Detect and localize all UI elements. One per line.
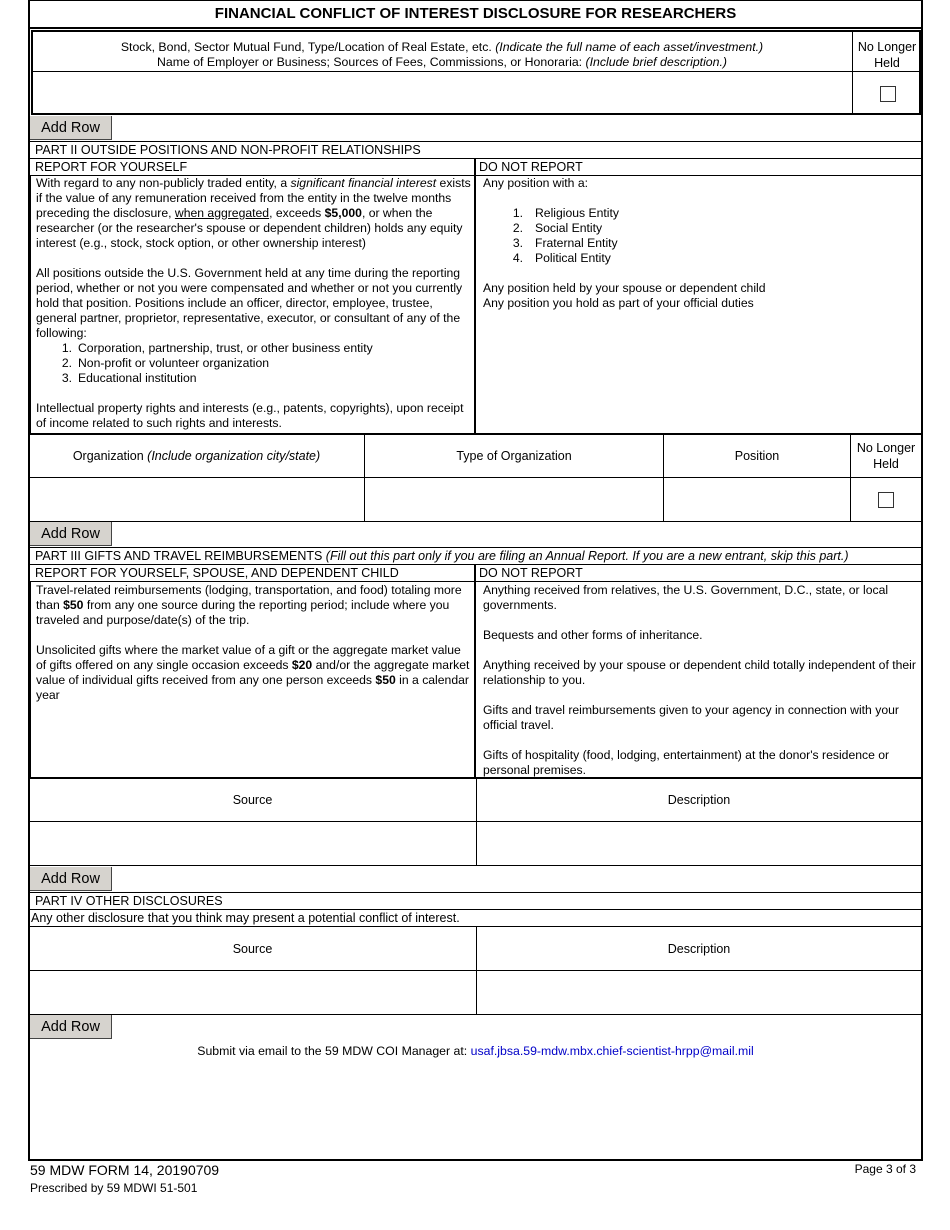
part3-description-field[interactable]: [478, 823, 921, 864]
submit-instructions: [28, 1043, 923, 1059]
part2-report-list: [36, 341, 473, 386]
divider: [474, 158, 476, 434]
part4-title: PART IV OTHER DISCLOSURES: [35, 894, 223, 908]
divider: [31, 71, 921, 72]
submit-email-link[interactable]: usaf.jbsa.59-mdw.mbx.chief-scientist-hrpp@mail.mil: [470, 1044, 754, 1058]
text: , exceeds: [269, 206, 325, 220]
text: from any one source during the reporting period; include where you traveled and purpose/date(s) of the trip.: [36, 598, 450, 627]
divider: [28, 1014, 923, 1015]
part3-title: [35, 548, 849, 564]
nlh-label-1: No Longer: [857, 40, 917, 54]
text: in a calendar year: [36, 673, 469, 702]
part1-header: [33, 40, 851, 70]
text: PART III GIFTS AND TRAVEL REIMBURSEMENTS: [35, 549, 326, 563]
part2-report-p3: Intellectual property rights and interests (e.g., patents, copyrights), upon receipt of income related to such rights and interests.: [36, 401, 464, 430]
part3-donot-p1: Anything received from relatives, the U.S. Government, D.C., state, or local governments.: [483, 583, 889, 612]
part3-donot-p5: Gifts of hospitality (food, lodging, entertainment) at the donor's residence or personal premises.: [483, 748, 890, 777]
page-number: Page 3 of 3: [854, 1162, 916, 1176]
part4-source-field[interactable]: [30, 972, 475, 1013]
part1-header-line1: Stock, Bond, Sector Mutual Fund, Type/Location of Real Estate, etc.: [120, 40, 492, 54]
list-item: [511, 236, 919, 251]
text: and/or the aggregate market value of individual gifts received from any one person exceeds: [36, 658, 470, 687]
list-text: Educational institution: [78, 371, 197, 385]
text: $5,000: [324, 206, 362, 220]
part1-entry-field[interactable]: [33, 73, 851, 113]
part3-donot-p3: Anything received by your spouse or dependent child totally independent of their relationship to you.: [483, 658, 916, 687]
part2-donot-p2: Any position held by your spouse or dependent child: [483, 281, 766, 295]
divider: [28, 477, 923, 478]
part1-header-line1-note: (Indicate the full name of each asset/investment.): [495, 40, 764, 54]
col-no-longer-held: [851, 435, 921, 477]
list-item: [511, 251, 919, 266]
part2-report-header: REPORT FOR YOURSELF: [35, 160, 188, 174]
divider: [28, 970, 923, 971]
list-number: 2.: [61, 356, 72, 370]
part3-add-row-button[interactable]: Add Row: [30, 867, 112, 891]
list-text: Corporation, partnership, trust, or other business entity: [78, 341, 373, 355]
part3-donot-p2: Bequests and other forms of inheritance.: [483, 628, 703, 642]
part2-donot-list: [483, 206, 919, 266]
text: significant financial interest: [290, 176, 437, 190]
part4-subtitle: Any other disclosure that you think may present a potential conflict of interest.: [31, 911, 460, 925]
col-position: Position: [734, 449, 780, 463]
list-item: [511, 221, 919, 236]
text: , or when the researcher (or the researcher's spouse or dependent children) holds any equity interest (e.g., stock, stock option, or other ownership interest): [36, 206, 463, 250]
part2-no-longer-held-checkbox[interactable]: [878, 492, 894, 508]
divider: [28, 865, 923, 866]
part3-donot-header: DO NOT REPORT: [479, 566, 583, 580]
submit-text: Submit via email to the 59 MDW COI Manager at:: [197, 1044, 471, 1058]
part2-report-p2: All positions outside the U.S. Government held at any time during the reporting period, whether or not you were compensated and whether or not you currently hold that position. Positions include an officer, director, employee, trustee, general partner, proprietor, representative, executor, or consultant of any of the following:: [36, 266, 463, 340]
divider: [28, 821, 923, 822]
text: Organization: [72, 449, 148, 463]
part2-donot-intro: Any position with a:: [483, 176, 589, 190]
part4-col-description: Description: [667, 941, 731, 956]
list-number: 1.: [61, 341, 72, 355]
list-number: 3.: [512, 236, 523, 250]
col-organization: [29, 435, 364, 477]
divider: [28, 521, 923, 522]
list-item: [60, 356, 473, 371]
divider: [30, 175, 31, 433]
text: With regard to any non-publicly traded entity, a: [36, 176, 291, 190]
text: Unsolicited gifts where the market value of a gift or the aggregate market value of gifts offered on any single occasion exceeds: [36, 643, 461, 672]
part3-report-header: REPORT FOR YOURSELF, SPOUSE, AND DEPENDENT CHILD: [35, 566, 399, 580]
part1-no-longer-held-header: [853, 39, 921, 71]
part3-donot-text: [483, 583, 919, 778]
text: exists if the value of any remuneration received from the entity in the twelve months preceding the disclosure,: [36, 176, 471, 220]
list-number: 3.: [61, 371, 72, 385]
prescribed-by: Prescribed by 59 MDWI 51-501: [30, 1181, 198, 1195]
text: when aggregated: [174, 206, 270, 220]
list-item: [511, 206, 919, 221]
part3-source-field[interactable]: [30, 823, 475, 864]
part2-title: PART II OUTSIDE POSITIONS AND NON-PROFIT RELATIONSHIPS: [35, 143, 421, 157]
part2-report-text: [36, 176, 473, 431]
list-number: 2.: [512, 221, 523, 235]
list-number: 1.: [512, 206, 523, 220]
part3-col-source: Source: [232, 793, 273, 807]
organization-field[interactable]: [30, 479, 363, 520]
part2-donot-header: DO NOT REPORT: [479, 160, 583, 174]
list-text: Non-profit or volunteer organization: [78, 356, 270, 370]
list-number: 4.: [512, 251, 523, 265]
list-text: Social Entity: [535, 221, 603, 235]
text: $50: [375, 673, 396, 687]
part3-report-text: [36, 583, 473, 703]
nlh-label-2: Held: [873, 457, 899, 471]
list-text: Religious Entity: [535, 206, 619, 220]
part3-col-description: Description: [667, 793, 731, 807]
part4-description-field[interactable]: [478, 972, 921, 1013]
position-field[interactable]: [665, 479, 849, 520]
part3-donot-p4: Gifts and travel reimbursements given to your agency in connection with your official travel.: [483, 703, 899, 732]
list-text: Fraternal Entity: [535, 236, 618, 250]
divider: [28, 27, 923, 29]
divider: [474, 564, 476, 778]
type-of-organization-field[interactable]: [366, 479, 662, 520]
col-type-of-organization: Type of Organization: [456, 449, 572, 463]
list-text: Political Entity: [535, 251, 611, 265]
form-title: FINANCIAL CONFLICT OF INTEREST DISCLOSURE FOR RESEARCHERS: [214, 5, 737, 22]
list-item: [60, 341, 473, 356]
nlh-label-1: No Longer: [856, 441, 916, 455]
form-number: 59 MDW FORM 14, 20190709: [30, 1162, 220, 1178]
text: $20: [291, 658, 313, 672]
part1-header-line2-note: (Include brief description.): [585, 55, 727, 69]
nlh-label-2: Held: [874, 56, 900, 70]
part4-add-row-button[interactable]: Add Row: [30, 1015, 112, 1039]
part1-no-longer-held-checkbox[interactable]: [880, 86, 896, 102]
text: Travel-related reimbursements (lodging, transportation, and food) totaling more than: [36, 583, 462, 612]
part2-add-row-button[interactable]: Add Row: [30, 522, 112, 546]
text: (Include organization city/state): [147, 449, 321, 463]
part4-col-source: Source: [232, 941, 273, 956]
part2-donot-text: [483, 176, 919, 311]
part1-header-line2: Name of Employer or Business; Sources of Fees, Commissions, or Honoraria:: [157, 55, 583, 69]
part2-donot-p3: Any position you hold as part of your official duties: [483, 296, 754, 310]
text: (Fill out this part only if you are filing an Annual Report. If you are a new entrant, skip this part.): [325, 549, 849, 563]
list-item: [60, 371, 473, 386]
divider: [30, 581, 31, 777]
part1-add-row-button[interactable]: Add Row: [30, 116, 112, 140]
text: $50: [63, 598, 84, 612]
